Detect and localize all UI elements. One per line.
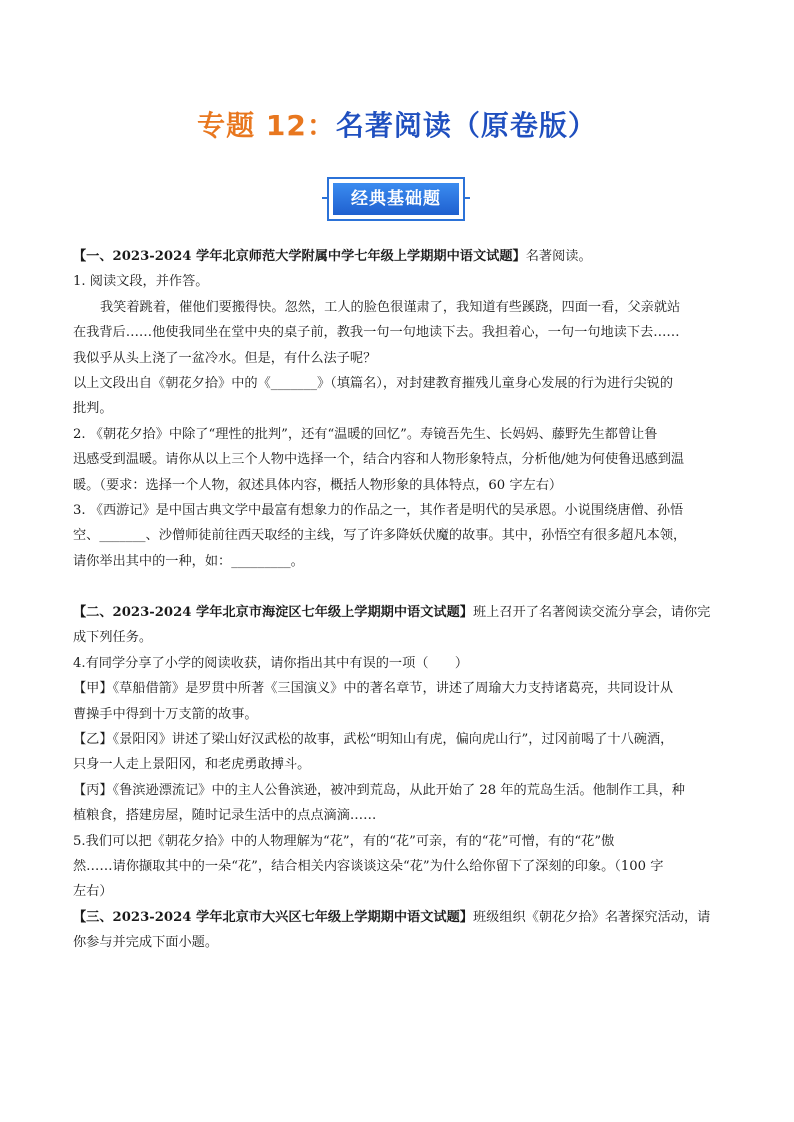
section-2-instruction-cont: 成下列任务。 xyxy=(73,630,153,646)
section-1-heading xyxy=(73,244,723,269)
option-bing: 【丙】《鲁滨逊漂流记》中的主人公鲁滨逊，被冲到荒岛，从此开始了 28 年的荒岛生活。他制作工具，种 xyxy=(73,782,685,798)
excerpt-line: 我笑着跳着，催他们要搬得快。忽然，工人的脸色很谨肃了，我知道有些蹊跷，四面一看，父亲就站 xyxy=(100,299,681,315)
question-1-text: 批判。 xyxy=(73,401,113,417)
section-3-instruction-cont: 你参与并完成下面小题。 xyxy=(73,935,219,951)
excerpt-line: 我似乎从头上浇了一盆冷水。但是，有什么法子呢？ xyxy=(73,350,377,366)
question-3-text: 请你举出其中的一种，如：_________。 xyxy=(73,553,304,569)
page-title xyxy=(0,104,794,144)
title-topic-name: 名著阅读（原卷版） xyxy=(335,109,597,142)
question-2-text: 迅感受到温暖。请你从以上三个人物中选择一个，结合内容和人物形象特点，分析他/她为何使鲁迅感到温 xyxy=(73,452,685,468)
section-2-source: 【二、2023-2024 学年北京市海淀区七年级上学期期中语文试题】 xyxy=(73,605,473,621)
section-3-source: 【三、2023-2024 学年北京市大兴区七年级上学期期中语文试题】 xyxy=(73,909,473,925)
option-yi: 只身一人走上景阳冈，和老虎勇敢搏斗。 xyxy=(73,757,311,773)
option-jia: 【甲】《草船借箭》是罗贯中所著《三国演义》中的著名章节，讲述了周瑜大力支持诸葛亮，共同设计从 xyxy=(73,681,674,697)
badge-label: 经典基础题 xyxy=(333,183,459,215)
section-spacer xyxy=(73,574,723,600)
option-yi: 【乙】《景阳冈》讲述了梁山好汉武松的故事，武松“明知山有虎，偏向虎山行”，过冈前喝了十八碗酒， xyxy=(73,732,674,748)
question-2-text: 暖。（要求：选择一个人物，叙述具体内容，概括人物形象的具体特点，60 字左右） xyxy=(73,477,563,493)
badge-right-tick xyxy=(465,197,470,199)
question-1-prompt: 1. 阅读文段，并作答。 xyxy=(73,274,209,290)
section-1-instruction: 名著阅读。 xyxy=(525,249,592,264)
section-badge xyxy=(327,177,465,221)
question-5-text: 5.我们可以把《朝花夕拾》中的人物理解为“花”，有的“花”可亲，有的“花”可憎，有的“花”傲 xyxy=(73,833,615,849)
question-4-text: 4.有同学分享了小学的阅读收获，请你指出其中有误的一项（ ） xyxy=(73,655,469,671)
question-2-text: 2. 《朝花夕拾》中除了“理性的批判”，还有“温暖的回忆”。寿镜吾先生、长妈妈、藤野先生都曾让鲁 xyxy=(73,426,658,442)
title-topic-number: 专题 12： xyxy=(197,109,336,142)
section-3-heading xyxy=(73,905,723,930)
question-3-text: 3. 《西游记》是中国古典文学中最富有想象力的作品之一，其作者是明代的吴承恩。小说围绕唐僧、孙悟 xyxy=(73,502,684,518)
question-1-text: 以上文段出自《朝花夕拾》中的《_______》（填篇名），对封建教育摧残儿童身心发展的行为进行尖锐的 xyxy=(73,375,674,391)
section-2-instruction: 班上召开了名著阅读交流分享会，请你完 xyxy=(472,605,711,621)
question-5-text: 左右） xyxy=(73,884,113,900)
section-3-instruction: 班级组织《朝花夕拾》名著探究活动，请 xyxy=(472,909,711,925)
section-2-heading xyxy=(73,600,723,625)
document-body xyxy=(73,244,723,956)
badge-left-tick xyxy=(322,197,327,199)
section-1-source: 【一、2023-2024 学年北京师范大学附属中学七年级上学期期中语文试题】 xyxy=(73,249,526,264)
question-3-text: 空、_______、沙僧师徒前往西天取经的主线，写了许多降妖伏魔的故事。其中，孙悟空有很多超凡本领， xyxy=(73,528,687,544)
option-jia: 曹操手中得到十万支箭的故事。 xyxy=(73,706,258,722)
question-5-text: 然……请你撷取其中的一朵“花”，结合相关内容谈谈这朵“花”为什么给你留下了深刻的印象。（100 字 xyxy=(73,858,664,874)
option-bing: 植粮食，搭建房屋，随时记录生活中的点点滴滴…… xyxy=(73,808,377,824)
excerpt-line: 在我背后……他使我同坐在堂中央的桌子前，教我一句一句地读下去。我担着心，一句一句地读下去…… xyxy=(73,325,680,341)
